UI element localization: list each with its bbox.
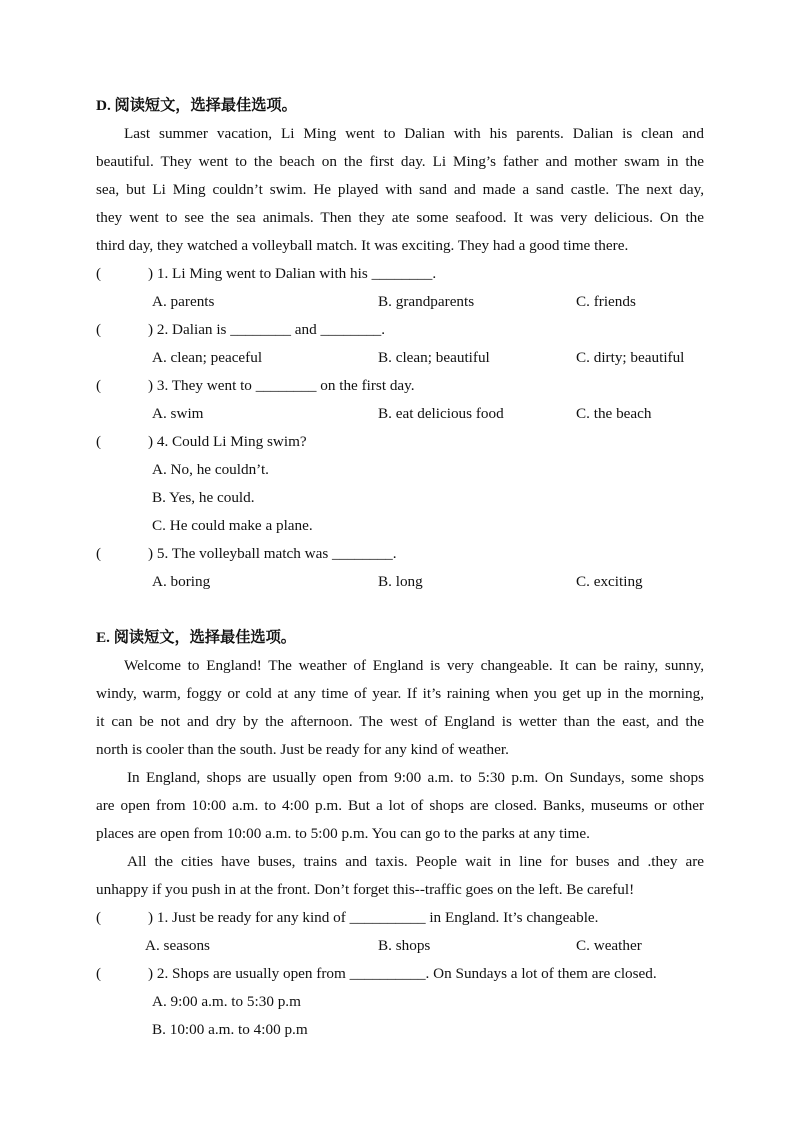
option-e-1-c: C. weather: [576, 937, 642, 954]
option-d-4-b: B. Yes, he could.: [152, 489, 255, 506]
answer-paren: (: [96, 909, 102, 926]
option-e-1-b: B. shops: [378, 937, 431, 954]
answer-paren: (: [96, 377, 102, 394]
passage-d-line-3: sea, but Li Ming couldn’t swim. He played with sand and made a sand castle. The next day,: [96, 181, 704, 198]
option-d-1-c: C. friends: [576, 293, 636, 310]
option-d-3-a: A. swim: [152, 405, 204, 422]
passage-e-p1-line-2: windy, warm, foggy or cold at any time of year. If it’s raining when you get up in the morning,: [96, 685, 704, 702]
answer-paren: (: [96, 965, 102, 982]
passage-d-line-2: beautiful. They went to the beach on the first day. Li Ming’s father and mother swam in the: [96, 153, 704, 170]
option-d-5-b: B. long: [378, 573, 423, 590]
answer-paren: (: [96, 265, 102, 282]
option-d-2-a: A. clean; peaceful: [152, 349, 263, 366]
question-d-2: ) 2. Dalian is ________ and ________.: [148, 321, 386, 338]
option-e-2-a: A. 9:00 a.m. to 5:30 p.m: [152, 993, 301, 1010]
option-d-5-c: C. exciting: [576, 573, 643, 590]
passage-e-p2-line-3: places are open from 10:00 a.m. to 5:00 p.m. You can go to the parks at any time.: [96, 825, 590, 842]
option-d-1-a: A. parents: [152, 293, 215, 310]
passage-e-p2-line-2: are open from 10:00 a.m. to 4:00 p.m. But a lot of shops are closed. Banks, museums or other: [96, 797, 704, 814]
answer-paren: (: [96, 321, 102, 338]
section-e-heading: E. 阅读短文，选择最佳选项。: [96, 629, 296, 646]
option-d-5-a: A. boring: [152, 573, 211, 590]
passage-e-p1-line-4: north is cooler than the south. Just be ready for any kind of weather.: [96, 741, 509, 758]
passage-e-p3-line-2: unhappy if you push in at the front. Don’t forget this--traffic goes on the left. Be careful!: [96, 881, 635, 898]
question-d-4: ) 4. Could Li Ming swim?: [148, 433, 307, 450]
passage-d-line-4: they went to see the sea animals. Then they ate some seafood. It was very delicious. On the: [96, 209, 704, 226]
option-e-2-b: B. 10:00 a.m. to 4:00 p.m: [152, 1021, 308, 1038]
option-d-1-b: B. grandparents: [378, 293, 475, 310]
passage-d-line-5: third day, they watched a volleyball match. It was exciting. They had a good time there.: [96, 237, 629, 254]
passage-e-p2-line-1: In England, shops are usually open from 9:00 a.m. to 5:30 p.m. On Sundays, some shops: [127, 769, 704, 786]
option-d-4-a: A. No, he couldn’t.: [152, 461, 269, 478]
section-d-heading: D. 阅读短文，选择最佳选项。: [96, 97, 297, 114]
question-d-5: ) 5. The volleyball match was ________.: [148, 545, 397, 562]
passage-d-line-1: Last summer vacation, Li Ming went to Dalian with his parents. Dalian is clean and: [124, 125, 704, 142]
passage-e-p3-line-1: All the cities have buses, trains and taxis. People wait in line for buses and .they are: [127, 853, 704, 870]
option-e-1-a: A. seasons: [145, 937, 210, 954]
question-d-1: ) 1. Li Ming went to Dalian with his ________.: [148, 265, 437, 282]
answer-paren: (: [96, 433, 102, 450]
passage-e-p1-line-1: Welcome to England! The weather of England is very changeable. It can be rainy, sunny,: [124, 657, 704, 674]
question-e-2: ) 2. Shops are usually open from __________. On Sundays a lot of them are closed.: [148, 965, 657, 982]
question-d-3: ) 3. They went to ________ on the first day.: [148, 377, 415, 394]
option-d-3-b: B. eat delicious food: [378, 405, 504, 422]
option-d-2-c: C. dirty; beautiful: [576, 349, 685, 366]
passage-e-p1-line-3: it can be not and dry by the afternoon. The west of England is wetter than the east, and the: [96, 713, 704, 730]
answer-paren: (: [96, 545, 102, 562]
option-d-4-c: C. He could make a plane.: [152, 517, 313, 534]
option-d-2-b: B. clean; beautiful: [378, 349, 490, 366]
question-e-1: ) 1. Just be ready for any kind of __________ in England. It’s changeable.: [148, 909, 599, 926]
option-d-3-c: C. the beach: [576, 405, 652, 422]
